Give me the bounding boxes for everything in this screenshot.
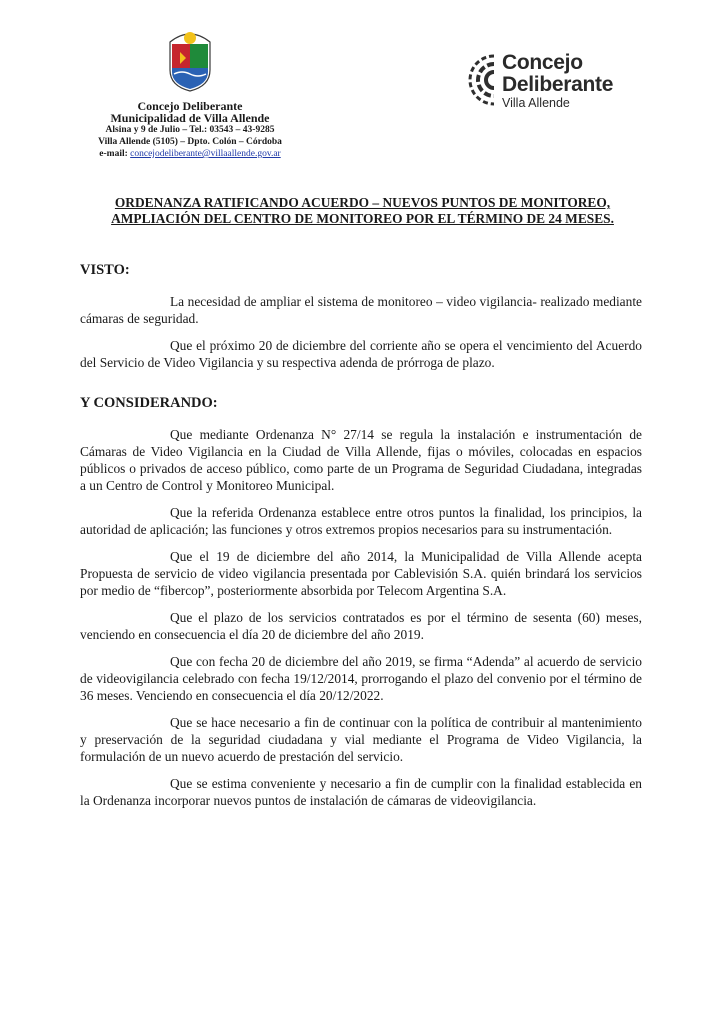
org-email-line (70, 148, 310, 161)
considerando-paragraph: Que se estima conveniente y necesario a fin de cumplir con la finalidad establecida en la Ordenanza incorporar nuevos puntos de instalación de cámaras de videovigilancia. (80, 776, 642, 808)
visto-paragraph: La necesidad de ampliar el sistema de monitoreo – video vigilancia- realizado mediante cámaras de seguridad. (80, 294, 642, 326)
org-city: Villa Allende (5105) – Dpto. Colón – Córdoba (98, 137, 282, 147)
visto-paragraph: Que el próximo 20 de diciembre del corriente año se opera el vencimiento del Acuerdo del Servicio de Video Vigilancia y su respectiva adenda de prórroga de plazo. (80, 338, 642, 370)
considerando-paragraph: Que con fecha 20 de diciembre del año 2019, se firma “Adenda” al acuerdo de servicio de videovigilancia celebrado con fecha 19/12/2014, prorrogando el plazo del convenio por el término de 36 meses. Venciendo en consecuencia el día 20/12/2022. (80, 654, 642, 703)
considerando-heading: Y CONSIDERANDO: (80, 395, 218, 411)
org-address: Alsina y 9 de Julio – Tel.: 03543 – 43-9285 (105, 125, 275, 135)
concejo-logo (462, 50, 652, 120)
municipal-crest-icon (162, 28, 218, 92)
document-body (80, 262, 642, 819)
considerando-paragraph: Que el 19 de diciembre del año 2014, la Municipalidad de Villa Allende acepta Propuesta de servicio de video vigilancia presentada por Cablevisión S.A. quién brindará los servicios por medio de “fibercop”, posteriormente absorbida por Telecom Argentina S.A. (80, 549, 642, 598)
email-label: e-mail: (99, 149, 131, 159)
considerando-paragraph: Que se hace necesario a fin de continuar con la política de contribuir al mantenimiento y preservación de la seguridad ciudadana y vial mediante el Programa de Video Vigilancia, la formulación de un nuevo acuerdo de prestación del servicio. (80, 715, 642, 764)
org-municipality: Municipalidad de Villa Allende (110, 111, 270, 125)
ordinance-title: ORDENANZA RATIFICANDO ACUERDO – NUEVOS PUNTOS DE MONITOREO, AMPLIACIÓN DEL CENTRO DE MONITOREO POR EL TÉRMINO DE 24 MESES. (111, 195, 614, 226)
considerando-paragraph: Que la referida Ordenanza establece entre otros puntos la finalidad, los principios, la autoridad de aplicación; las funciones y otros extremos propios necesarios para su instrumentación. (80, 505, 642, 537)
visto-heading: VISTO: (80, 262, 130, 278)
considerando-paragraph: Que el plazo de los servicios contratados es por el término de sesenta (60) meses, venciendo en consecuencia el día 20 de diciembre del año 2019. (80, 610, 642, 642)
org-name: Concejo Deliberante (137, 99, 243, 113)
considerando-paragraph: Que mediante Ordenanza N° 27/14 se regula la instalación e instrumentación de Cámaras de Video Vigilancia en la Ciudad de Villa Allende, fijas o móviles, colocadas en espacios públicos o privados de acceso público, como parte de un Programa de Seguridad Ciudadana, integradas a un Centro de Control y Monitoreo Municipal. (80, 427, 642, 493)
concejo-logo-icon (462, 50, 500, 110)
logo-line-deliberante: Deliberante (502, 73, 614, 96)
logo-line-villa-allende: Villa Allende (502, 96, 570, 110)
letterhead (70, 28, 310, 161)
logo-line-concejo: Concejo (502, 51, 583, 74)
email-link[interactable]: concejodeliberante@villaallende.gov.ar (130, 149, 281, 159)
